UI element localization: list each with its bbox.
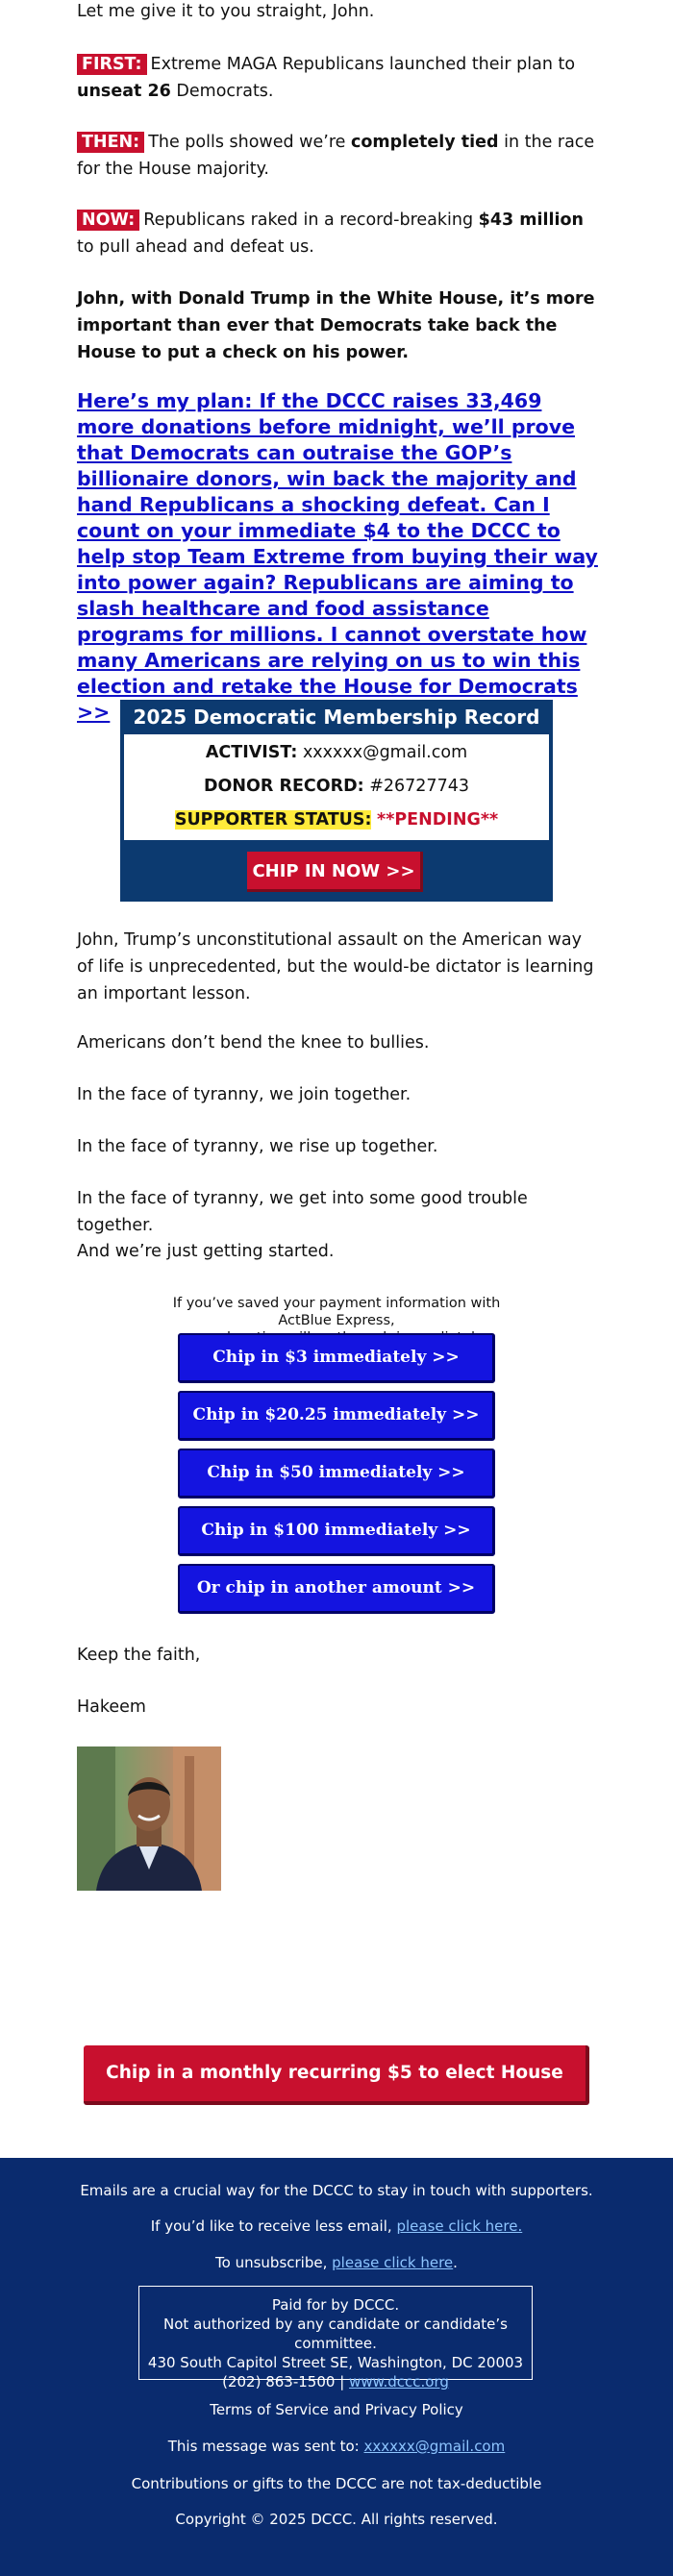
donor-line xyxy=(124,770,549,804)
chip-in-other-amount-button[interactable]: Or chip in another amount >> xyxy=(178,1564,495,1614)
unsubscribe-period: . xyxy=(453,2254,458,2271)
paid-line1: Paid for by DCCC. xyxy=(271,2296,400,2314)
status-label: SUPPORTER STATUS: xyxy=(174,810,372,830)
signature: Hakeem xyxy=(77,1697,146,1717)
sent-to-email-link[interactable]: xxxxxx@gmail.com xyxy=(363,2438,506,2455)
chip-in-now-button[interactable]: CHIP IN NOW >> xyxy=(247,852,423,892)
first-text-after: Democrats. xyxy=(176,82,274,101)
chip-in-20-25-button[interactable]: Chip in $20.25 immediately >> xyxy=(178,1391,495,1441)
then-text-before: The polls showed we’re xyxy=(148,133,346,152)
footer-less-email-line xyxy=(0,2217,673,2235)
activist-value: xxxxxx@gmail.com xyxy=(302,743,468,762)
then-text-after: in the race for the House majority. xyxy=(77,133,595,179)
sent-to-line xyxy=(0,2438,673,2455)
now-paragraph xyxy=(77,207,601,260)
first-text-before: Extreme MAGA Republicans launched their plan to xyxy=(150,55,576,74)
copyright-line: Copyright © 2025 DCCC. All rights reserved. xyxy=(175,2511,498,2528)
portrait-illustration xyxy=(77,1746,221,1891)
record-title: 2025 Democratic Membership Record xyxy=(133,706,540,729)
record-body xyxy=(124,734,549,840)
footer xyxy=(0,2158,673,2576)
signoff: Keep the faith, xyxy=(77,1646,201,1665)
activist-label: ACTIVIST: xyxy=(205,743,298,762)
donor-value: #26727743 xyxy=(369,777,469,796)
paragraph-good-trouble: In the face of tyranny, we get into some good trouble together. xyxy=(77,1189,528,1235)
paragraph-bend-knee: Americans don’t bend the knee to bullies. xyxy=(77,1033,430,1053)
monthly-recurring-button[interactable]: Chip in a monthly recurring $5 to elect House Dems >> xyxy=(84,2045,589,2105)
status-value: **PENDING** xyxy=(377,810,499,830)
footer-unsubscribe-line xyxy=(0,2254,673,2271)
dccc-website-link[interactable]: www.dccc.org xyxy=(349,2373,449,2390)
paid-phone: (202) 863-1500 | xyxy=(222,2373,345,2390)
activist-line xyxy=(124,736,549,770)
less-email-text: If you’d like to receive less email, xyxy=(150,2217,392,2235)
paid-line4 xyxy=(139,2372,532,2391)
unsubscribe-link[interactable]: please click here xyxy=(332,2254,454,2271)
paid-line2: Not authorized by any candidate or candidate’s committee. xyxy=(163,2316,508,2352)
greeting: Let me give it to you straight, John. xyxy=(77,2,375,21)
chip-in-3-button[interactable]: Chip in $3 immediately >> xyxy=(178,1333,495,1383)
paragraph-join-together: In the face of tyranny, we join together. xyxy=(77,1085,411,1104)
unsubscribe-text: To unsubscribe, xyxy=(215,2254,328,2271)
tax-deductible-line: Contributions or gifts to the DCCC are not tax-deductible xyxy=(131,2475,542,2492)
now-tag: NOW: xyxy=(77,210,139,231)
donor-label: DONOR RECORD: xyxy=(204,777,364,796)
then-tag: THEN: xyxy=(77,132,144,153)
paid-for-box xyxy=(138,2286,533,2390)
bold-paragraph: John, with Donald Trump in the White House, it’s more important than ever that Democrats take back the House to put a check on his power. xyxy=(77,289,595,362)
express-note-line1: If you’ve saved your payment information with ActBlue Express, xyxy=(172,1296,501,1328)
now-text-after: to pull ahead and defeat us. xyxy=(77,237,314,257)
footer-crucial-line: Emails are a crucial way for the DCCC to stay in touch with supporters. xyxy=(80,2182,593,2199)
paid-line3: 430 South Capitol Street SE, Washington, DC 20003 xyxy=(147,2354,524,2371)
paragraph-trump-assault: John, Trump’s unconstitutional assault on the American way of life is unprecedented, but the would-be dictator is learning an important lesson. xyxy=(77,930,594,1003)
first-paragraph xyxy=(77,51,601,105)
first-tag: FIRST: xyxy=(77,54,147,75)
now-text-before: Republicans raked in a record-breaking xyxy=(143,211,474,230)
now-bold: $43 million xyxy=(478,211,584,230)
membership-record-box xyxy=(120,700,553,902)
paragraph-getting-started: And we’re just getting started. xyxy=(77,1242,335,1261)
paragraph-rise-up: In the face of tyranny, we rise up together. xyxy=(77,1137,438,1156)
then-bold: completely tied xyxy=(350,133,499,152)
then-paragraph xyxy=(77,129,601,183)
status-line xyxy=(124,804,549,837)
sent-to-text: This message was sent to: xyxy=(167,2438,360,2455)
chip-in-100-button[interactable]: Chip in $100 immediately >> xyxy=(178,1506,495,1556)
donation-ask-link[interactable]: Here’s my plan: If the DCCC raises 33,469 more donations before midnight, we’ll prove that Democrats can outraise the GOP’s billionaire donors, win back the majority and hand Republicans a shocking defeat. Can I count on your immediate $4 to the DCCC to help stop Team Extreme from buying their way into power again? Republicans are aiming to slash healthcare and food assistance programs for millions. I cannot overstate how many Americans are relying on us to win this election and retake the House for Democrats >> xyxy=(77,389,598,724)
hakeem-portrait-photo xyxy=(77,1746,221,1891)
first-bold: unseat 26 xyxy=(77,82,171,101)
terms-link[interactable]: Terms of Service and Privacy Policy xyxy=(210,2401,463,2418)
less-email-link[interactable]: please click here. xyxy=(396,2217,523,2235)
chip-in-50-button[interactable]: Chip in $50 immediately >> xyxy=(178,1449,495,1499)
